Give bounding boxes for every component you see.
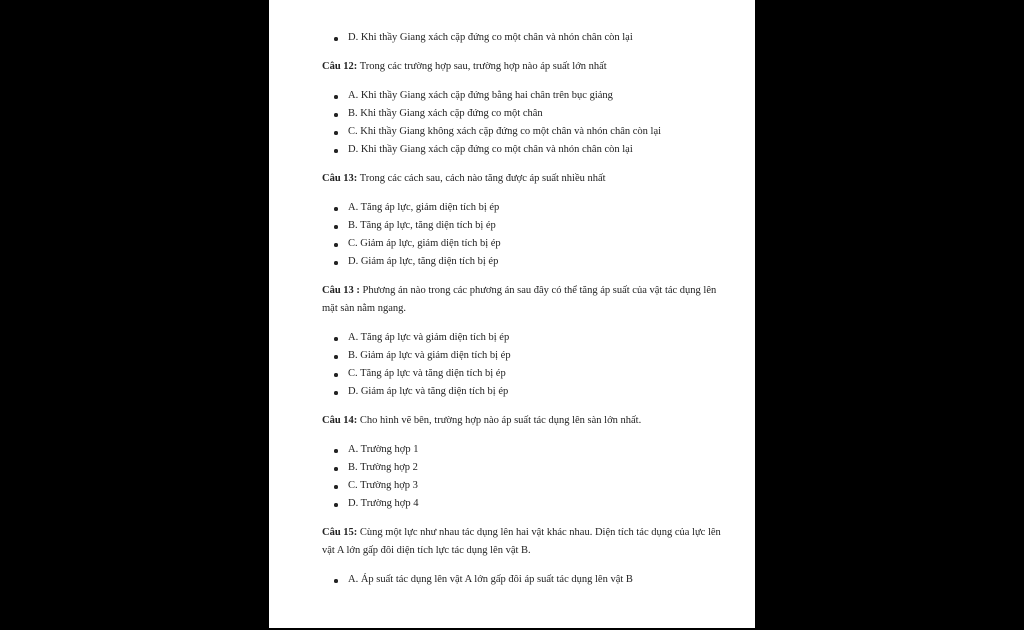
question-15 xyxy=(322,524,722,560)
option-item: D. Trường hợp 4 xyxy=(322,495,722,513)
option-list xyxy=(322,329,722,401)
question-text: Cho hình vẽ bên, trường hợp nào áp suất tác dụng lên sàn lớn nhất. xyxy=(357,415,642,426)
option-item: A. Tăng áp lực và giảm diện tích bị ép xyxy=(322,329,722,347)
question-12 xyxy=(322,58,722,76)
option-item: D. Khi thầy Giang xách cặp đứng co một chân và nhón chân còn lại xyxy=(322,29,722,47)
question-13b xyxy=(322,282,722,318)
option-item: C. Giảm áp lực, giảm diện tích bị ép xyxy=(322,235,722,253)
option-item: A. Trường hợp 1 xyxy=(322,441,722,459)
option-item: C. Khi thầy Giang không xách cặp đứng co một chân và nhón chân còn lại xyxy=(322,123,722,141)
option-list xyxy=(322,571,722,589)
question-text: Cùng một lực như nhau tác dụng lên hai vật khác nhau. Diện tích tác dụng của lực lên vật A lớn gấp đôi diện tích lực tác dụng lên vật B. xyxy=(322,527,721,556)
question-label: Câu 13 : xyxy=(322,285,360,296)
option-item: B. Khi thầy Giang xách cặp đứng co một chân xyxy=(322,105,722,123)
document-page xyxy=(269,0,755,628)
option-list xyxy=(322,29,722,47)
option-item: A. Khi thầy Giang xách cặp đứng bằng hai chân trên bục giảng xyxy=(322,87,722,105)
question-label: Câu 13: xyxy=(322,173,358,184)
question-text: Trong các cách sau, cách nào tăng được áp suất nhiều nhất xyxy=(357,173,606,184)
question-text: Phương án nào trong các phương án sau đây có thể tăng áp suất của vật tác dụng lên mặt sàn nằm ngang. xyxy=(322,285,717,314)
question-text: Trong các trường hợp sau, trường hợp nào áp suất lớn nhất xyxy=(357,61,607,72)
option-item: D. Khi thầy Giang xách cặp đứng co một chân và nhón chân còn lại xyxy=(322,141,722,159)
question-label: Câu 12: xyxy=(322,61,358,72)
question-label: Câu 15: xyxy=(322,527,358,538)
question-label: Câu 14: xyxy=(322,415,358,426)
option-item: D. Giảm áp lực và tăng diện tích bị ép xyxy=(322,383,722,401)
question-14 xyxy=(322,412,722,430)
option-item: B. Trường hợp 2 xyxy=(322,459,722,477)
option-item: C. Trường hợp 3 xyxy=(322,477,722,495)
document-content xyxy=(322,29,722,589)
option-item: B. Tăng áp lực, tăng diện tích bị ép xyxy=(322,217,722,235)
option-list xyxy=(322,441,722,513)
option-list xyxy=(322,199,722,271)
option-list xyxy=(322,87,722,159)
option-item: A. Áp suất tác dụng lên vật A lớn gấp đôi áp suất tác dụng lên vật B xyxy=(322,571,722,589)
option-item: D. Giảm áp lực, tăng diện tích bị ép xyxy=(322,253,722,271)
option-item: A. Tăng áp lực, giảm diện tích bị ép xyxy=(322,199,722,217)
question-13 xyxy=(322,170,722,188)
option-item: B. Giảm áp lực và giảm diện tích bị ép xyxy=(322,347,722,365)
option-item: C. Tăng áp lực và tăng diện tích bị ép xyxy=(322,365,722,383)
